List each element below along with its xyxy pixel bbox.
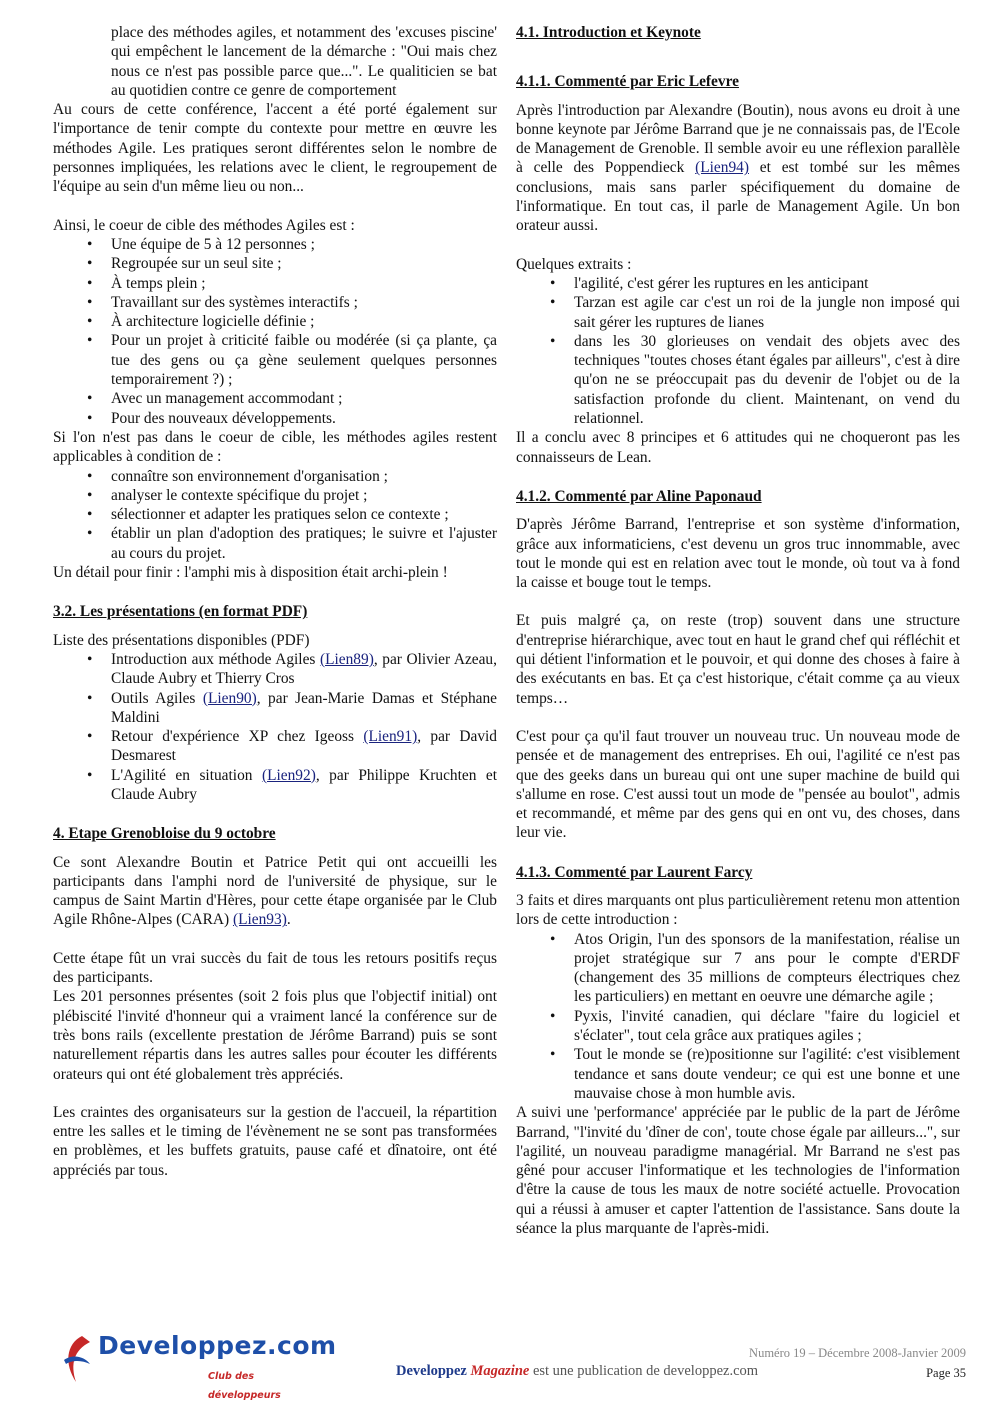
continued-paragraph: place des méthodes agiles, et notamment des 'excuses piscine' qui empêchent le lancement de la démarche : "Oui mais chez nous ce n'est pas possible parce que...". Le qualiticien se bat au quotidien contre ce genre de comportement xyxy=(111,24,497,99)
list-item: • l'agilité, c'est gérer les ruptures en les anticipant xyxy=(516,274,960,293)
link-lien90[interactable]: (Lien90) xyxy=(202,689,257,707)
heading-farcy: 4.1.3. Commenté par Laurent Farcy xyxy=(516,863,753,881)
list-item: • Retour d'expérience XP chez Igeoss (Lien91), par David Desmarest xyxy=(53,727,497,766)
logo-tagline: Club des développeurs xyxy=(208,1371,281,1402)
link-lien92[interactable]: (Lien92) xyxy=(261,766,316,784)
list-item: • Avec un management accommodant ; xyxy=(53,389,497,408)
list-item: • Outils Agiles (Lien90), par Jean-Marie Damas et Stéphane Maldini xyxy=(53,689,497,728)
paragraph-suivi: A suivi une 'performance' appréciée par le public de la part de Jérôme Barrand, "l'invité du 'dîner de con', toute chose égale par ailleurs...", sur l'agilité, un nouveau paradigme managérial. Mr Barrand ne s'est pas gêné pour accuser l'informatique et les technologies de l'information d'être la cause de tous les maux de notre société actuelle. Provocation qui a réussi à amuser et capter l'attention de l'assistance. Sans doute la séance la plus marquante de l'après-midi. xyxy=(516,1104,960,1238)
list-item: • Regroupée sur un seul site ; xyxy=(53,254,497,273)
list-item: • analyser le contexte spécifique du projet ; xyxy=(53,486,497,505)
coeur-de-cible-list xyxy=(53,235,497,428)
right-column xyxy=(516,23,960,1238)
heading-lefevre: 4.1.1. Commenté par Eric Lefevre xyxy=(516,73,739,91)
extraits-list xyxy=(516,274,960,428)
list-item: • dans les 30 glorieuses on vendait des objets avec des techniques "toutes choses étant égales par ailleurs", c'est à dire qu'on ne se préoccupait pas du devenir de l'objet ou de la satisfaction profonde du client. Maintenant, on vend du relationnel. xyxy=(516,332,960,428)
list-item: • Travaillant sur des systèmes interactifs ; xyxy=(53,293,497,312)
paragraph-lefevre: Après l'introduction par Alexandre (Boutin), nous avons eu droit à une bonne keynote par Jérôme Barrand que je ne connaissais pas, de l'Ecole de Management de Grenoble. Il semble avoir eu une réflexion parallèle à celle des Poppendieck (Lien94) et est tombé sur les mêmes conclusions, mais sans parler spécifiquement du domaine de l'informatique. En tout cas, il parle de Management Agile. Un bon orateur aussi. xyxy=(516,101,960,235)
link-lien89[interactable]: (Lien89) xyxy=(319,650,374,668)
list-item: • Tout le monde se (re)positionne sur l'agilité: c'est visiblement tendance et sans doute vendeur; ce qui est une bonne et une mauvaise chose à mon humble avis. xyxy=(516,1045,960,1103)
heading-paponaud: 4.1.2. Commenté par Aline Paponaud xyxy=(516,487,762,505)
heading-etape-grenobloise: 4. Etape Grenobloise du 9 octobre xyxy=(53,825,276,843)
swirl-logo-icon xyxy=(60,1334,96,1386)
paragraph-etape: Ce sont Alexandre Boutin et Patrice Petit qui ont accueilli les participants dans l'amphi nord de l'université de physique, sur le campus de Saint Martin d'Hères, pour cette étape organisée par le Club Agile Rhône-Alpes (CARA) (Lien93). xyxy=(53,853,497,929)
paragraph-hors-cible: Si l'on n'est pas dans le coeur de cible, les méthodes agiles restent applicables à condition de : xyxy=(53,428,497,466)
faits-marquants-list xyxy=(516,930,960,1104)
paragraph-conference: Au cours de cette conférence, l'accent a été porté également sur l'importance de tenir compte du contexte pour mettre en œuvre les méthodes Agile. Les pratiques seront différentes selon le nombre de personnes impliquées, les relations avec le client, le regroupement de l'équipe au sein d'un même lieu ou non... xyxy=(53,101,497,196)
paragraph-craintes: Les craintes des organisateurs sur la gestion de l'accueil, la répartition entre les salles et le timing de l'évènement ne se sont pas transformées en problèmes, et les buffets gratuits, pause café et dînatoire, ont été appréciés par tous. xyxy=(53,1103,497,1179)
paragraph-conclu: Il a conclu avec 8 principes et 6 attitudes qui ne choqueront pas les connaisseurs de Lean. xyxy=(516,429,960,466)
paragraph-201-personnes: Les 201 personnes présentes (soit 2 fois plus que l'objectif initial) ont plébiscité l'invité d'honneur qui a vraiment lancé la conférence sur de très bons rails (excellente prestation de Jérôme Barrand) puis se sont naturellement répartis dans les autres salles pour écouter les différents orateurs qui ont été globalement très appréciés. xyxy=(53,988,497,1083)
list-item: • établir un plan d'adoption des pratiques; le suivre et l'ajuster au cours du projet. xyxy=(53,524,497,563)
link-lien94[interactable]: (Lien94) xyxy=(695,159,749,177)
left-column xyxy=(53,23,497,1180)
heading-presentations: 3.2. Les présentations (en format PDF) xyxy=(53,603,308,621)
list-item: • À temps plein ; xyxy=(53,274,497,293)
paragraph-farcy: 3 faits et dires marquants ont plus particulièrement retenu mon attention lors de cette introduction : xyxy=(516,891,960,929)
list-item: • Tarzan est agile car c'est un roi de la jungle non imposé qui sait gérer les ruptures de lianes xyxy=(516,293,960,332)
paragraph-extraits: Quelques extraits : xyxy=(516,255,632,273)
publication-line: Developpez Magazine est une publication de developpez.com xyxy=(396,1363,759,1379)
presentations-list xyxy=(53,650,497,804)
list-item: • sélectionner et adapter les pratiques selon ce contexte ; xyxy=(53,505,497,524)
link-lien93[interactable]: (Lien93) xyxy=(232,911,287,929)
developpez-logo[interactable] xyxy=(60,1331,337,1402)
list-item: • Pyxis, l'invité canadien, qui déclare "faire du logiciel et s'éclater", tout cela grâce aux pratiques agiles ; xyxy=(516,1007,960,1046)
page-number: Page 35 xyxy=(926,1366,966,1380)
list-item: • Introduction aux méthode Agiles (Lien89), par Olivier Azeau, Claude Aubry et Thierry Cros xyxy=(53,650,497,689)
heading-introduction-keynote: 4.1. Introduction et Keynote xyxy=(516,24,701,41)
page-footer xyxy=(0,1330,992,1404)
paragraph-succes: Cette étape fût un vrai succès du fait de tous les retours positifs reçus des participants. xyxy=(53,949,497,987)
list-item: • Pour des nouveaux développements. xyxy=(53,409,497,428)
list-item: • connaître son environnement d'organisation ; xyxy=(53,467,497,486)
paragraph-liste: Liste des présentations disponibles (PDF) xyxy=(53,631,310,649)
list-item: • L'Agilité en situation (Lien92), par Philippe Kruchten et Claude Aubry xyxy=(53,766,497,805)
issue-info: Numéro 19 – Décembre 2008-Janvier 2009 xyxy=(749,1346,966,1360)
paragraph-coeur-de-cible: Ainsi, le coeur de cible des méthodes Agiles est : xyxy=(53,216,355,234)
list-item: • Une équipe de 5 à 12 personnes ; xyxy=(53,235,497,254)
list-item: • Atos Origin, l'un des sponsors de la manifestation, réalise un projet stratégique sur 7 ans pour le compte d'ERDF (changement des 35 millions de compteurs électriques chez les particuliers) en mettant en oeuvre une démarche agile ; xyxy=(516,930,960,1007)
paragraph-paponaud-1: D'après Jérôme Barrand, l'entreprise et son système d'information, grâce aux informaticiens, c'est devenu un gros truc innommable, avec tout le monde qui est en relation avec tout le monde, où tout va à fond la caisse et bouge tout le temps. xyxy=(516,516,960,592)
list-item: • À architecture logicielle définie ; xyxy=(53,312,497,331)
paragraph-paponaud-2: Et puis malgré ça, on reste (trop) souvent dans une structure d'entreprise hiérarchique, avec tout en haut le grand chef qui réfléchit et qui détient l'information et le pouvoir, et qui donne des choses à faire à des exécutants en bas. Et ça c'est historique, c'était comme ça au vieux temps… xyxy=(516,612,960,707)
conditions-list xyxy=(53,467,497,563)
paragraph-detail: Un détail pour finir : l'amphi mis à disposition était archi-plein ! xyxy=(53,564,448,582)
link-lien91[interactable]: (Lien91) xyxy=(363,728,418,746)
paragraph-paponaud-3: C'est pour ça qu'il faut trouver un nouveau truc. Un nouveau mode de pensée et de management des entreprises. Eh oui, l'agilité ce n'est pas que des geeks dans un bureau qui ont une super machine de build qui s'allume en rose. C'est aussi tout un mode de "pensée au boulot", admis et recommandé, et même par des gens qui en ont vu, des choses, dans leur vie. xyxy=(516,727,960,842)
logo-wordmark: Developpez.com xyxy=(98,1331,337,1360)
list-item: • Pour un projet à criticité faible ou modérée (si ça plante, ça tue des gens ou ça gène seulement quelques personnes temporairement ?) ; xyxy=(53,331,497,389)
